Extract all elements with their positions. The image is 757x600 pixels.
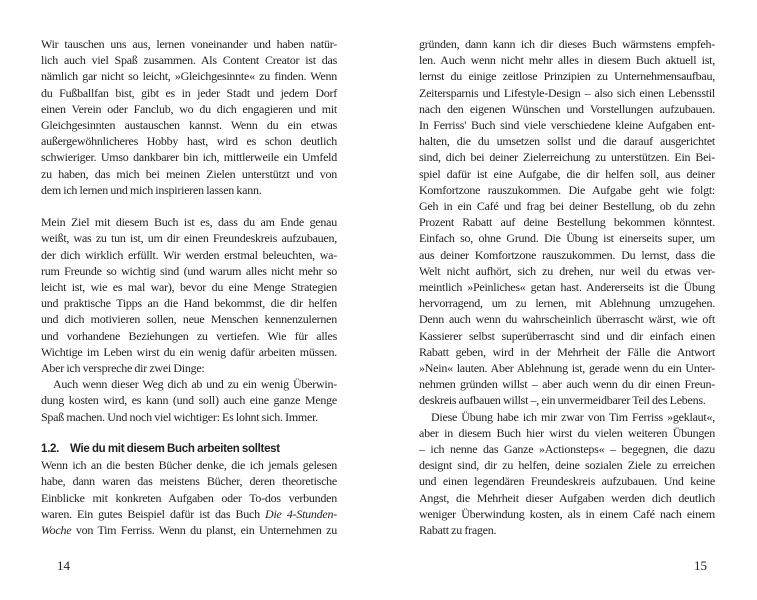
text-line: einen Verein oder Fanclub, wo du dich engagieren und mit: [41, 101, 337, 116]
text-line: aber in diesem Buch hier wirst du vielen weiteren Übungen: [419, 425, 715, 440]
text-segment: waren. Ein gutes Beispiel dafür ist das Buch: [41, 506, 266, 521]
paragraph: [419, 36, 715, 409]
text-line: und vorhandene Beziehungen zu vertiefen. Wie für alles: [41, 328, 337, 343]
text-line: meintlich »Peinliches« getan hast. Andererseits ist die Übung: [419, 280, 715, 295]
text-line: Geh in ein Café und frag bei deiner Bestellung, ob du zehn: [419, 199, 715, 214]
text-line: zu haben, das mich bei meinen Zielen unterstützt und von: [41, 166, 337, 181]
text-line: spiel dafür ist eine Aufgabe, die dir helfen soll, aus deiner: [419, 166, 715, 181]
text-line: Komfortzone rauszukommen. Die Aufgabe geht wie folgt:: [419, 182, 715, 197]
text-line: [41, 522, 337, 538]
section-number: 1.2.: [41, 443, 59, 456]
text-line: Wir tauschen uns aus, lernen voneinander und haben natür-: [41, 37, 337, 51]
text-line: nach den eigenen Wünschen und Vorstellungen aufzubauen.: [419, 101, 715, 116]
text-line: Wenn ich an die besten Bücher denke, die ich jemals gelesen: [41, 458, 337, 473]
text-line: deskreis aufbauen willst –, ein unvermeidbarer Teil des Lebens.: [419, 393, 706, 408]
section-title: Wie du mit diesem Buch arbeiten solltest: [70, 443, 280, 456]
text-line: Aber ich verspreche dir zwei Dinge:: [41, 361, 205, 376]
text-line: leicht ist, wie es mal war), bevor du eine Menge Strategien: [41, 280, 337, 295]
text-line: Auch wenn dieser Weg dich ab und zu ein wenig Überwin-: [53, 377, 337, 392]
section-heading: [41, 441, 337, 457]
text-line: Mein Ziel mit diesem Buch ist es, dass du am Ende genau: [41, 215, 337, 230]
paragraph: [41, 457, 337, 538]
text-line: nehmen gründen willst – aber auch wenn du dir einen Freun-: [419, 377, 715, 392]
paragraph: [41, 214, 337, 376]
text-line: halten, die du umsetzen sollst und die darauf ausgerichtet: [419, 134, 715, 149]
left-page-text: [41, 36, 337, 538]
text-line: Rabatt zu fragen.: [419, 523, 497, 538]
text-line: »Nein« lauten. Aber Ablehnung ist, gerade wenn du ein Unter-: [419, 361, 715, 376]
text-line: habe, dann waren das meistens Bücher, deren theoretische: [41, 474, 337, 489]
text-line: der dich wirklich erfüllt. Wir werden erstmal beleuchten, wa-: [41, 247, 337, 262]
text-line: Rabatt geben, wird in der Mehrheit der Fälle die Antwort: [419, 344, 715, 359]
book-title-italic: Woche: [41, 523, 72, 538]
text-line: In Ferriss' Buch sind viele verschiedene kleine Aufgaben ent-: [419, 118, 715, 133]
paragraph-spacer: [41, 425, 337, 441]
text-line: rum Freunde so wichtig sind (und warum alles nicht mehr so: [41, 263, 337, 278]
text-line: außergewöhnlicheres Hobby hast, wird es schon deutlich: [41, 134, 337, 149]
paragraph-spacer: [41, 198, 337, 214]
text-line: weißt, was zu tun ist, um dir einen Freundeskreis aufzubauen,: [41, 231, 337, 246]
text-line: Welt nicht aufhört, sich zu drehen, nur weil du etwas ver-: [419, 263, 715, 278]
text-line: Angst, die Mehrheit dieser Aufgaben werden dich deutlich: [419, 490, 715, 505]
text-line: designt sind, dir zu helfen, deine sozialen Ziele zu erreichen: [419, 458, 715, 473]
text-line: sind, dich bei deiner Zielerreichung zu unterstützen. Ein Bei-: [419, 150, 715, 165]
text-line: du Fußballfan bist, gibt es in jeder Stadt und jedem Dorf: [41, 85, 337, 100]
text-line: und einen legendären Freundeskreis aufzubauen. Und keine: [419, 474, 715, 489]
text-line: und dich motivieren sollen, neue Menschen kennenzulernen: [41, 312, 337, 327]
paragraph: [419, 409, 715, 539]
right-page-text: [419, 36, 715, 538]
text-line: hervorragend, um zu lernen, mit Ablehnung umzugehen.: [419, 296, 715, 311]
text-line: lernst du einige zeitlose Prinzipien zu Unternehmensaufbau,: [419, 69, 715, 84]
text-line: Einfach so, ohne Grund. Die Übung ist einerseits super, um: [419, 231, 715, 246]
paragraph: [41, 36, 337, 198]
text-line: Zeitersparnis und Lifestyle-Design – also sich einen Lebensstil: [419, 85, 715, 100]
text-line: und praktische Tipps an die Hand bekommst, die dir helfen: [41, 296, 337, 311]
page-number-right: 15: [694, 558, 707, 573]
text-line: Wichtige im Leben wirst du ein wenig dafür arbeiten müssen.: [41, 344, 337, 359]
page-number-left: 14: [57, 558, 70, 573]
text-line: [41, 506, 337, 522]
text-line: Prozent Rabatt auf deine Bestellung bekommen könntest.: [419, 215, 715, 230]
text-line: Diese Übung habe ich mir zwar von Tim Ferriss »geklaut«,: [431, 409, 715, 424]
text-segment: von Tim Ferriss. Wenn du planst, ein Unternehmen zu: [71, 523, 337, 538]
text-line: nämlich gar nicht so leicht, »Gleichgesinnte« zu finden. Wenn: [41, 69, 337, 84]
text-line: Einblicke mit konkreten Aufgaben oder To-dos verbunden: [41, 490, 337, 505]
text-line: Spaß machen. Und noch viel wichtiger: Es lohnt sich. Immer.: [41, 409, 318, 424]
text-line: lich auch viel Spaß zusammen. Als Content Creator ist das: [41, 53, 337, 68]
text-line: Denn auch wenn du wahrscheinlich überrascht wärst, wie oft: [419, 312, 715, 327]
text-line: weniger Überwindung kosten, als in einem Café nach einem: [419, 506, 715, 521]
text-line: aus deiner Komfortzone rauszukommen. Du lernst, dass die: [419, 247, 715, 262]
text-line: schwieriger. Umso dankbarer bin ich, mittlerweile ein Umfeld: [41, 150, 337, 165]
book-title-italic: Die 4-Stunden-: [265, 506, 337, 521]
text-line: – ich nenne das Ganze »Actionsteps« – begegnen, die dazu: [419, 442, 715, 457]
text-line: dung kosten wird, es kann (und soll) auch eine ganze Menge: [41, 393, 337, 408]
text-line: dem ich lernen und mich inspirieren lassen kann.: [41, 182, 262, 197]
text-line: len. Auch wenn nicht mehr alles in diesem Buch aktuell ist,: [419, 53, 715, 68]
text-line: Gleichgesinnten austauschen kannst. Wenn du ein etwas: [41, 118, 337, 133]
text-line: gründen, dann kann ich dir dieses Buch wärmstens empfeh-: [419, 37, 715, 51]
paragraph: [41, 376, 337, 425]
text-line: Kassierer selbst superüberrascht sind und dir einfach einen: [419, 328, 715, 343]
